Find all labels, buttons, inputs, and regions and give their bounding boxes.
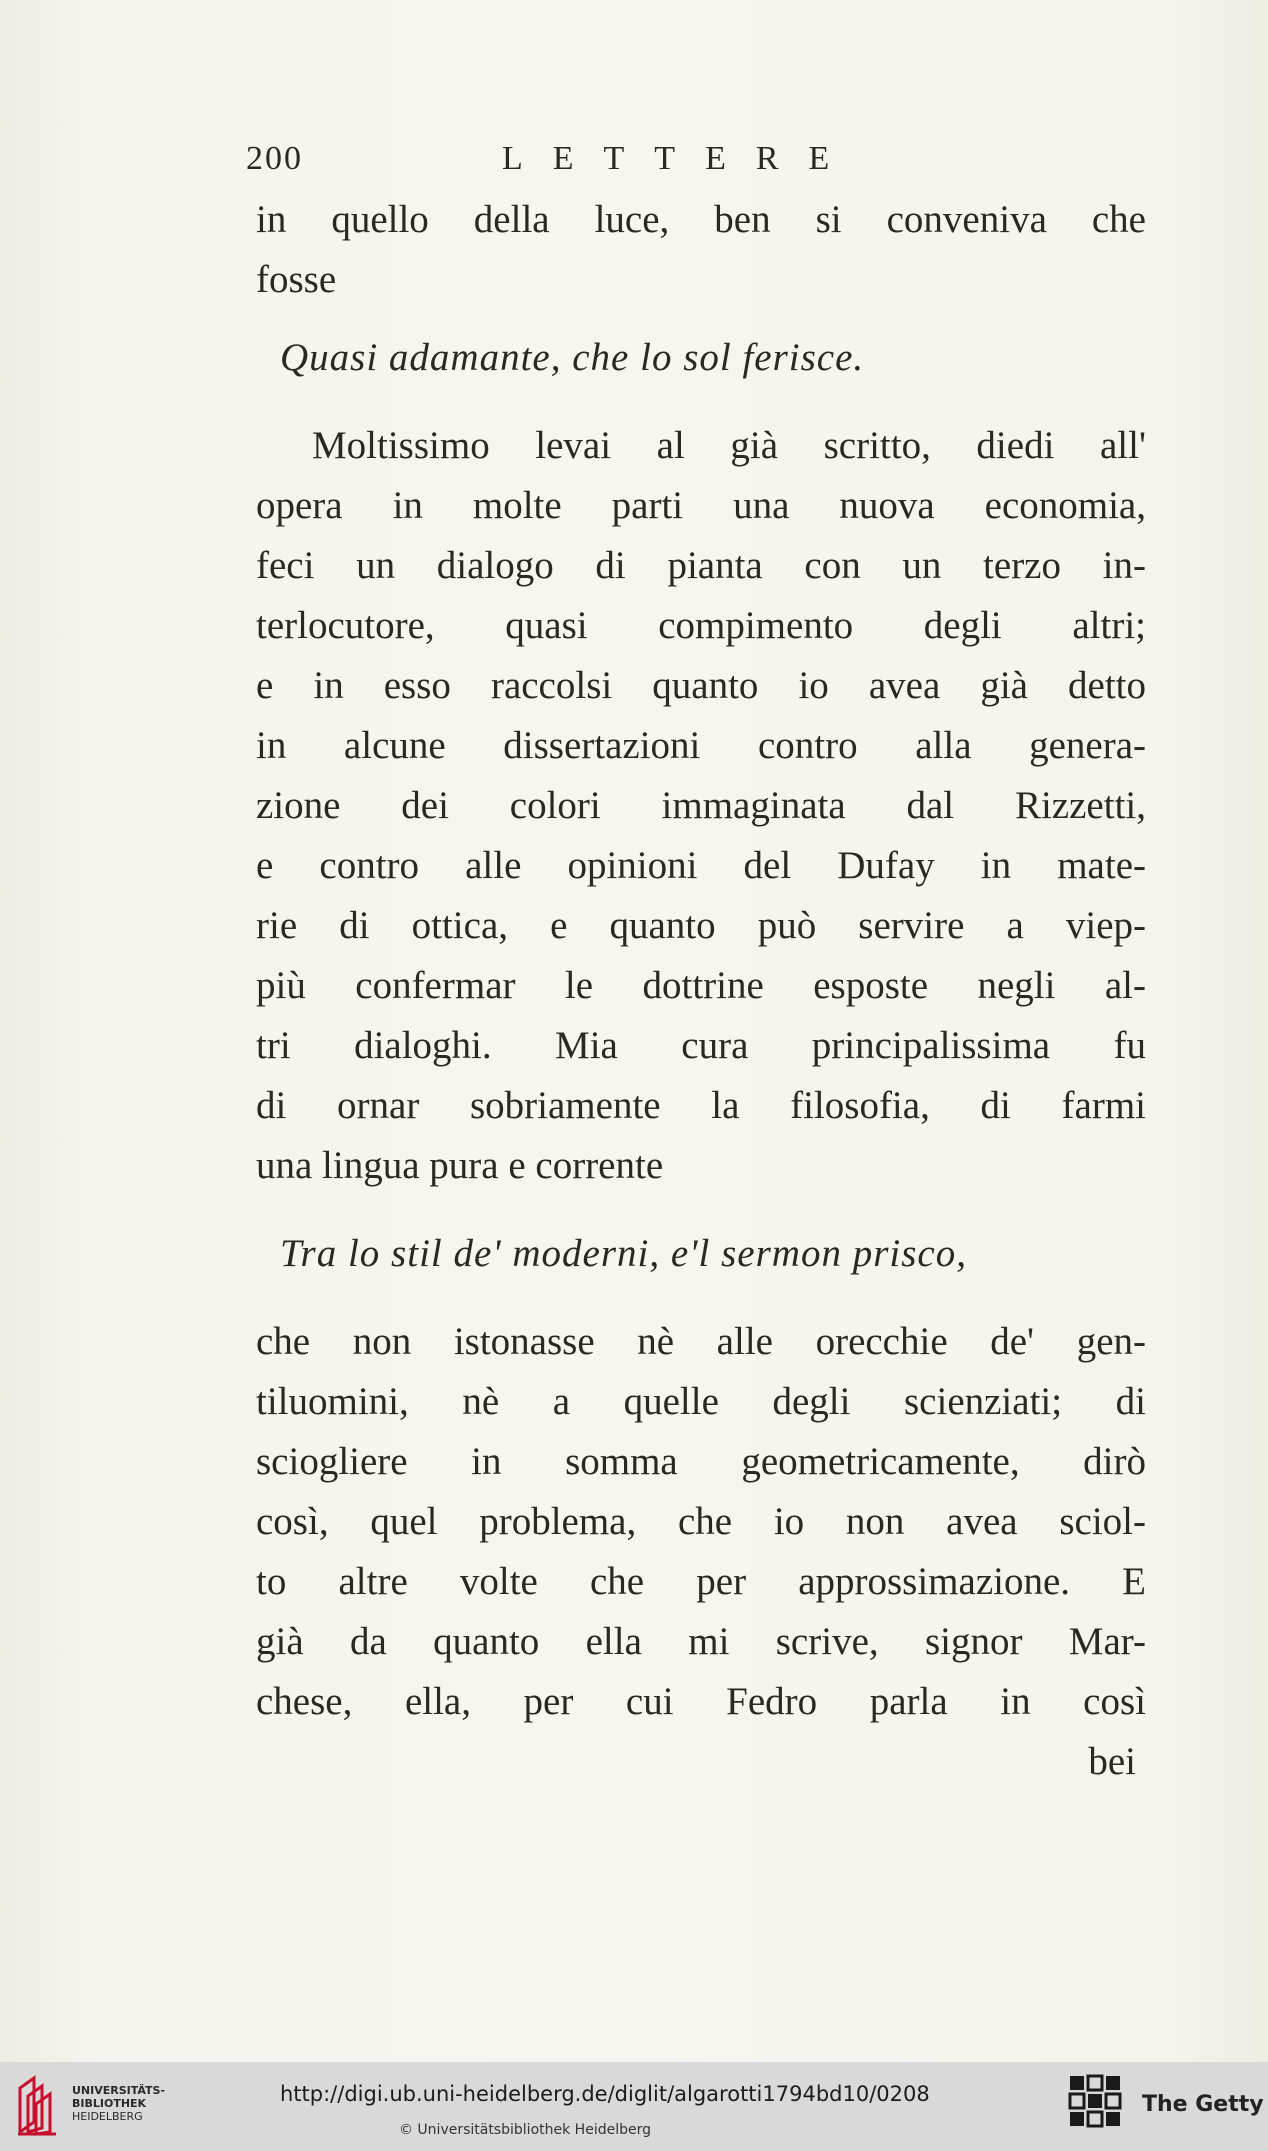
heidelberg-university-library-logo-icon[interactable] [14,2074,62,2138]
text-line: rie di ottica, e quanto può servire a viep- [256,904,1146,947]
copyright-notice: © Universitätsbibliothek Heidelberg [398,2122,651,2138]
catchword: bei [1088,1740,1136,1783]
text-line: zione dei colori immaginata dal Rizzetti, [256,784,1146,827]
verse-quote: Quasi adamante, che lo sol ferisce. [280,336,865,379]
running-title: LETTERE [502,140,860,177]
text-line: Moltissimo levai al già scritto, diedi all' [312,424,1146,467]
text-line: in quello della luce, ben si conveniva che [256,198,1146,241]
text-line: tri dialoghi. Mia cura principalissima fu [256,1024,1146,1067]
text-line: di ornar sobriamente la filosofia, di farmi [256,1084,1146,1127]
text-line: tiluomini, nè a quelle degli scienziati; di [256,1380,1146,1423]
text-line: feci un dialogo di pianta con un terzo in- [256,544,1146,587]
text-line: chese, ella, per cui Fedro parla in così [256,1680,1146,1723]
text-line: così, quel problema, che io non avea sciol- [256,1500,1146,1543]
page-number: 200 [246,140,303,177]
institution-line: BIBLIOTHEK [72,2097,147,2110]
text-line: terlocutore, quasi compimento degli altri; [256,604,1146,647]
text-line: opera in molte parti una nuova economia, [256,484,1146,527]
institution-line: UNIVERSITÄTS- [72,2084,166,2097]
running-head [246,140,1126,190]
text-line: che non istonasse nè alle orecchie de' gen- [256,1320,1146,1363]
institution-line: HEIDELBERG [72,2110,143,2123]
getty-logo-icon[interactable] [1068,2074,1122,2138]
text-line: in alcune dissertazioni contro alla genera- [256,724,1146,767]
text-line: to altre volte che per approssimazione. E [256,1560,1146,1603]
permalink-url[interactable]: http://digi.ub.uni-heidelberg.de/diglit/algarotti1794bd10/0208 [280,2082,930,2106]
text-line: più confermar le dottrine esposte negli al- [256,964,1146,1007]
institution-name[interactable] [72,2084,165,2123]
verse-quote: Tra lo stil de' moderni, e'l sermon prisco, [280,1232,967,1275]
text-line: una lingua pura e corrente [256,1144,664,1187]
text-line: e in esso raccolsi quanto io avea già detto [256,664,1146,707]
text-line: fosse [256,258,337,301]
viewer-footer [0,2062,1268,2151]
body-text [256,190,1146,1792]
partner-name[interactable]: The Getty [1142,2092,1264,2117]
text-line: già da quanto ella mi scrive, signor Mar- [256,1620,1146,1663]
text-line: sciogliere in somma geometricamente, dirò [256,1440,1146,1483]
text-line: e contro alle opinioni del Dufay in mate- [256,844,1146,887]
